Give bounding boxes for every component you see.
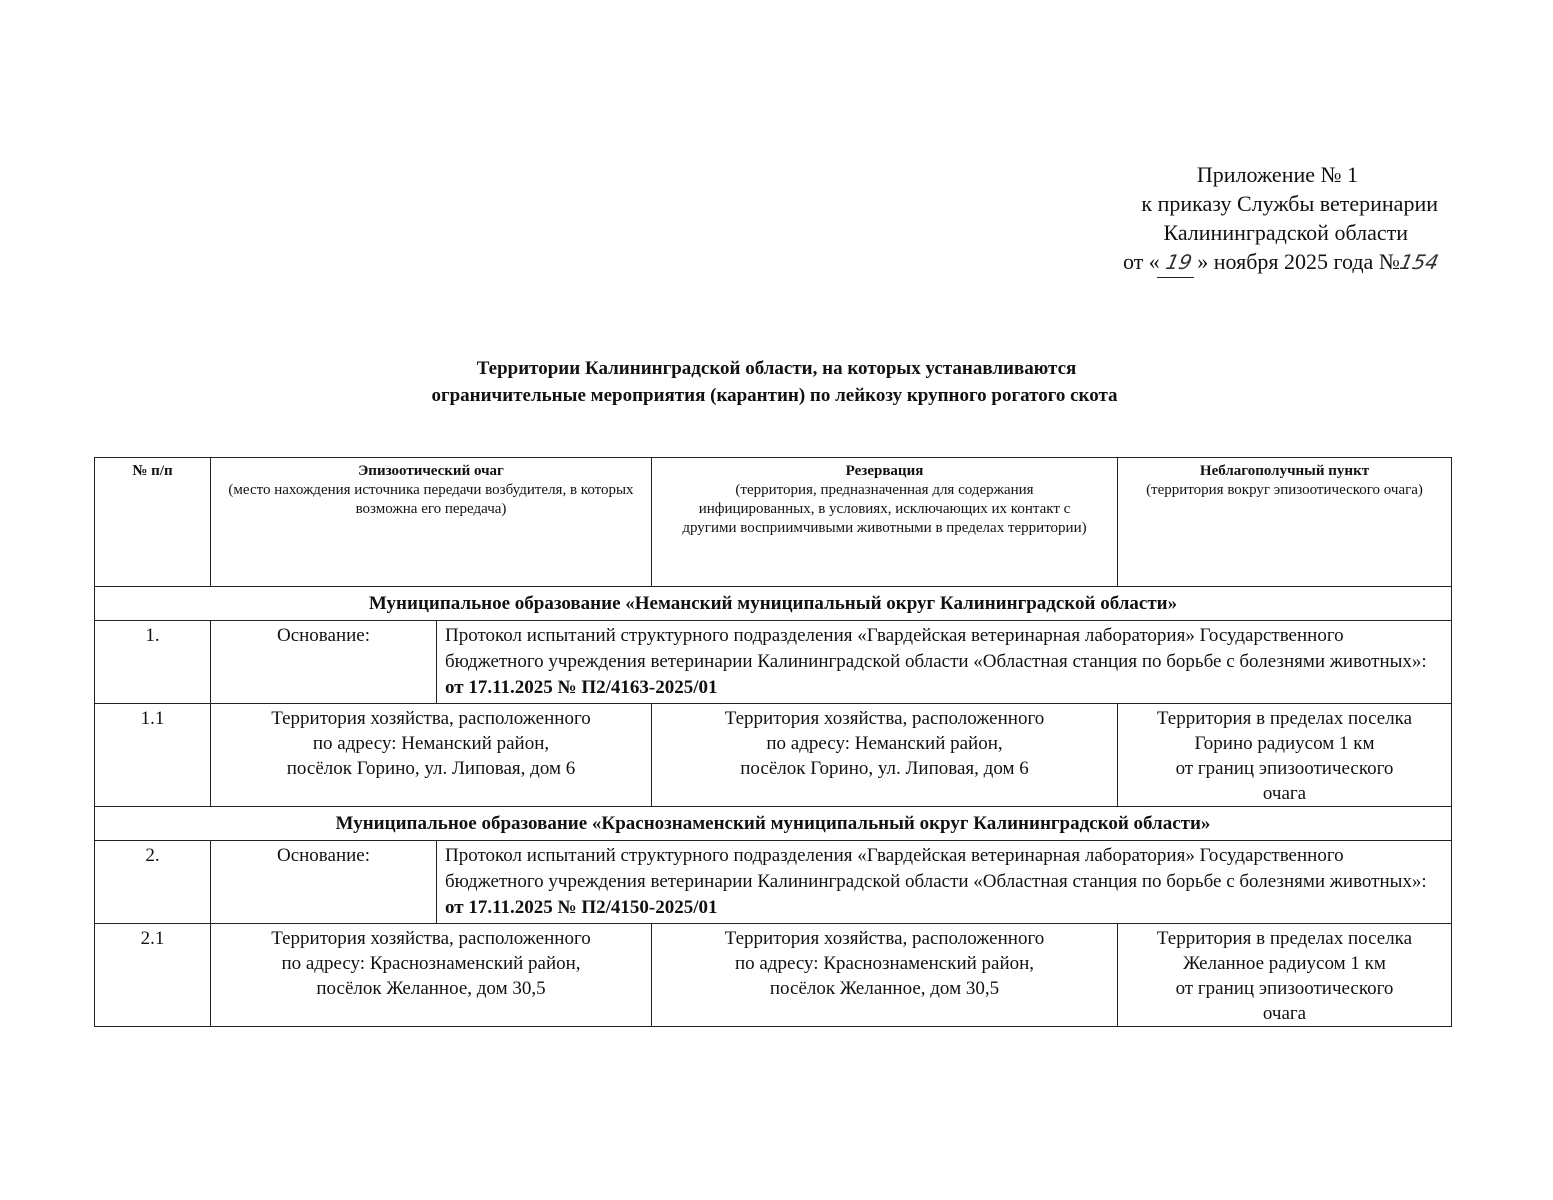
document-title bbox=[0, 355, 1553, 409]
basis-number: 2. bbox=[95, 841, 211, 924]
reservation-cell: Территория хозяйства, расположенного по адресу: Краснознаменский район, посёлок Желанное, дом 30,5 bbox=[652, 924, 1118, 1027]
table-row bbox=[95, 924, 1452, 1027]
date-prefix: от « bbox=[1122, 249, 1160, 274]
header-num: № п/п bbox=[95, 458, 211, 587]
header-row bbox=[95, 458, 1452, 587]
region-name: Муниципальное образование «Краснознаменский муниципальный округ Калининградской области» bbox=[95, 807, 1452, 841]
focus-cell: Территория хозяйства, расположенного по адресу: Неманский район, посёлок Горино, ул. Липовая, дом 6 bbox=[211, 704, 652, 807]
unfavorable-cell: Территория в пределах поселка Горино радиусом 1 км от границ эпизоотического очага bbox=[1118, 704, 1452, 807]
row-number: 2.1 bbox=[95, 924, 211, 1027]
quarantine-table bbox=[94, 457, 1452, 1027]
appendix-block bbox=[1018, 160, 1441, 278]
handwritten-order-number: 154 bbox=[1397, 250, 1441, 274]
protocol-reference: от 17.11.2025 № П2/4163-2025/01 bbox=[445, 677, 718, 698]
table-row bbox=[95, 704, 1452, 807]
appendix-region: Калининградской области bbox=[1163, 220, 1408, 245]
basis-row bbox=[95, 621, 1452, 704]
handwritten-day: 19 bbox=[1157, 248, 1201, 278]
title-line-2: ограничительные мероприятия (карантин) по лейкозу крупного рогатого скота bbox=[431, 385, 1118, 406]
header-unfavorable: Неблагополучный пункт (территория вокруг эпизоотического очага) bbox=[1118, 458, 1452, 587]
basis-label: Основание: bbox=[211, 841, 437, 924]
unfavorable-cell: Территория в пределах поселка Желанное радиусом 1 км от границ эпизоотического очага bbox=[1118, 924, 1452, 1027]
region-row bbox=[95, 807, 1452, 841]
appendix-date-line bbox=[1018, 247, 1441, 278]
focus-cell: Территория хозяйства, расположенного по адресу: Краснознаменский район, посёлок Желанное, дом 30,5 bbox=[211, 924, 652, 1027]
date-middle: » ноября 2025 года № bbox=[1197, 249, 1400, 274]
reservation-cell: Территория хозяйства, расположенного по адресу: Неманский район, посёлок Горино, ул. Липовая, дом 6 bbox=[652, 704, 1118, 807]
basis-row bbox=[95, 841, 1452, 924]
header-focus: Эпизоотический очаг (место нахождения источника передачи возбудителя, в которых возможна его передача) bbox=[211, 458, 652, 587]
region-name: Муниципальное образование «Неманский муниципальный округ Калининградской области» bbox=[95, 587, 1452, 621]
basis-label: Основание: bbox=[211, 621, 437, 704]
basis-number: 1. bbox=[95, 621, 211, 704]
basis-text: Протокол испытаний структурного подразделения «Гвардейская ветеринарная лаборатория» Государственного бюджетного учреждения ветеринарии Калининградской области «Областная станция по борьбе с болезнями животных»: от 17.11.2025 № П2/4150-2025/01 bbox=[437, 841, 1452, 924]
header-reservation: Резервация (территория, предназначенная для содержания инфицированных, в условиях, исключающих их контакт с другими восприимчивыми животными в пределах территории) bbox=[652, 458, 1118, 587]
appendix-title: Приложение № 1 bbox=[1196, 162, 1358, 187]
appendix-order-ref: к приказу Службы ветеринарии bbox=[1141, 191, 1438, 216]
region-row bbox=[95, 587, 1452, 621]
basis-text: Протокол испытаний структурного подразделения «Гвардейская ветеринарная лаборатория» Государственного бюджетного учреждения ветеринарии Калининградской области «Областная станция по борьбе с болезнями животных»: от 17.11.2025 № П2/4163-2025/01 bbox=[437, 621, 1452, 704]
row-number: 1.1 bbox=[95, 704, 211, 807]
protocol-reference: от 17.11.2025 № П2/4150-2025/01 bbox=[445, 897, 718, 918]
title-line-1: Территории Калининградской области, на которых устанавливаются bbox=[476, 358, 1077, 379]
